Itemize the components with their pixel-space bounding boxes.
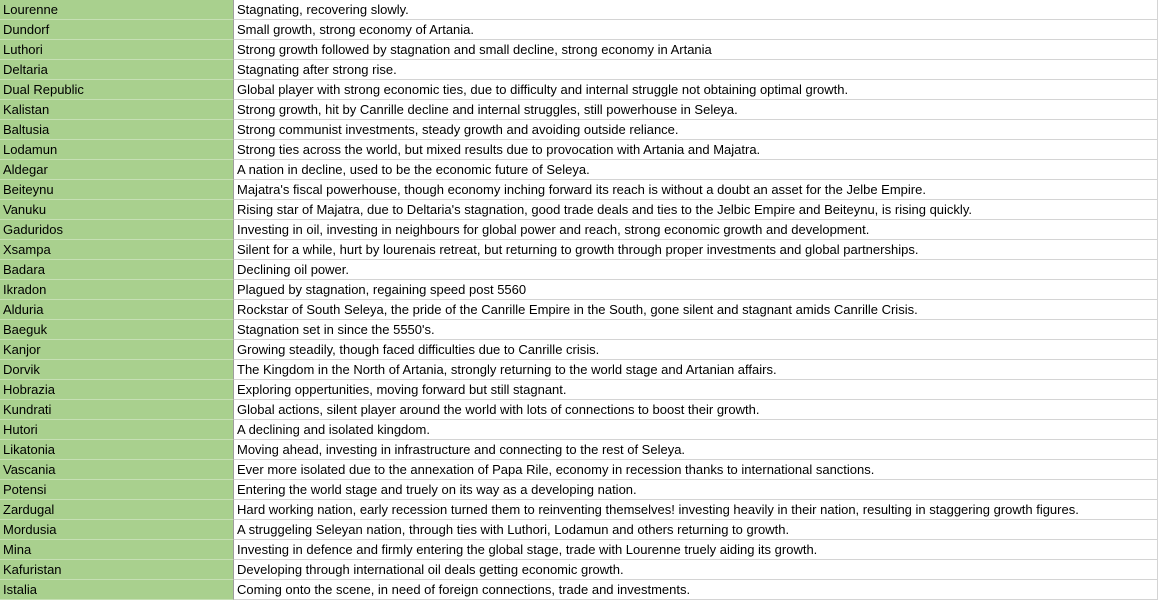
nation-name-cell[interactable]: Dual Republic xyxy=(0,80,234,100)
table-row xyxy=(0,80,1158,100)
economy-description-cell[interactable]: The Kingdom in the North of Artania, strongly returning to the world stage and Artanian affairs. xyxy=(234,360,1158,380)
economy-description-cell[interactable]: Strong ties across the world, but mixed results due to provocation with Artania and Majatra. xyxy=(234,140,1158,160)
economy-description-cell[interactable]: Investing in oil, investing in neighbours for global power and reach, strong economic growth and development. xyxy=(234,220,1158,240)
nation-name-cell[interactable]: Badara xyxy=(0,260,234,280)
nation-name-cell[interactable]: Baltusia xyxy=(0,120,234,140)
economy-description-cell[interactable]: Stagnating after strong rise. xyxy=(234,60,1158,80)
economy-description-cell[interactable]: Global player with strong economic ties, due to difficulty and internal struggle not obtaining optimal growth. xyxy=(234,80,1158,100)
table-row xyxy=(0,220,1158,240)
nation-name-cell[interactable]: Luthori xyxy=(0,40,234,60)
nation-name-cell[interactable]: Kundrati xyxy=(0,400,234,420)
economy-description-cell[interactable]: Strong growth followed by stagnation and small decline, strong economy in Artania xyxy=(234,40,1158,60)
nation-name-cell[interactable]: Hobrazia xyxy=(0,380,234,400)
table-row xyxy=(0,480,1158,500)
table-row xyxy=(0,500,1158,520)
economy-description-cell[interactable]: A struggeling Seleyan nation, through ties with Luthori, Lodamun and others returning to growth. xyxy=(234,520,1158,540)
economy-description-cell[interactable]: Developing through international oil deals getting economic growth. xyxy=(234,560,1158,580)
economy-description-cell[interactable]: Stagnation set in since the 5550's. xyxy=(234,320,1158,340)
economy-description-cell[interactable]: Coming onto the scene, in need of foreign connections, trade and investments. xyxy=(234,580,1158,600)
economy-description-cell[interactable]: Hard working nation, early recession turned them to reinventing themselves! investing heavily in their nation, resulting in staggering growth figures. xyxy=(234,500,1158,520)
economy-description-cell[interactable]: Global actions, silent player around the world with lots of connections to boost their growth. xyxy=(234,400,1158,420)
economy-description-cell[interactable]: Stagnating, recovering slowly. xyxy=(234,0,1158,20)
nation-name-cell[interactable]: Istalia xyxy=(0,580,234,600)
table-row xyxy=(0,100,1158,120)
table-row xyxy=(0,440,1158,460)
table-row xyxy=(0,160,1158,180)
economy-description-cell[interactable]: Small growth, strong economy of Artania. xyxy=(234,20,1158,40)
nation-name-cell[interactable]: Potensi xyxy=(0,480,234,500)
economy-description-cell[interactable]: Plagued by stagnation, regaining speed post 5560 xyxy=(234,280,1158,300)
nation-name-cell[interactable]: Hutori xyxy=(0,420,234,440)
nation-name-cell[interactable]: Mordusia xyxy=(0,520,234,540)
economy-description-cell[interactable]: Rising star of Majatra, due to Deltaria's stagnation, good trade deals and ties to the Jelbic Empire and Beiteynu, is rising quickly. xyxy=(234,200,1158,220)
nation-name-cell[interactable]: Mina xyxy=(0,540,234,560)
economy-description-cell[interactable]: Exploring oppertunities, moving forward but still stagnant. xyxy=(234,380,1158,400)
economy-description-cell[interactable]: Majatra's fiscal powerhouse, though economy inching forward its reach is without a doubt an asset for the Jelbe Empire. xyxy=(234,180,1158,200)
table-row xyxy=(0,420,1158,440)
table-row xyxy=(0,400,1158,420)
economy-description-cell[interactable]: Growing steadily, though faced difficulties due to Canrille crisis. xyxy=(234,340,1158,360)
nation-name-cell[interactable]: Dundorf xyxy=(0,20,234,40)
table-row xyxy=(0,340,1158,360)
nation-name-cell[interactable]: Zardugal xyxy=(0,500,234,520)
table-row xyxy=(0,240,1158,260)
nation-name-cell[interactable]: Kanjor xyxy=(0,340,234,360)
nation-name-cell[interactable]: Alduria xyxy=(0,300,234,320)
table-row xyxy=(0,200,1158,220)
nation-name-cell[interactable]: Gaduridos xyxy=(0,220,234,240)
table-row xyxy=(0,60,1158,80)
table-row xyxy=(0,140,1158,160)
table-row xyxy=(0,120,1158,140)
nation-name-cell[interactable]: Dorvik xyxy=(0,360,234,380)
economy-description-cell[interactable]: Declining oil power. xyxy=(234,260,1158,280)
economy-description-cell[interactable]: Entering the world stage and truely on its way as a developing nation. xyxy=(234,480,1158,500)
nation-name-cell[interactable]: Baeguk xyxy=(0,320,234,340)
table-row xyxy=(0,280,1158,300)
table-row xyxy=(0,320,1158,340)
nation-name-cell[interactable]: Deltaria xyxy=(0,60,234,80)
nation-name-cell[interactable]: Kafuristan xyxy=(0,560,234,580)
table-row xyxy=(0,520,1158,540)
nation-name-cell[interactable]: Vascania xyxy=(0,460,234,480)
table-row xyxy=(0,460,1158,480)
economy-description-cell[interactable]: Silent for a while, hurt by lourenais retreat, but returning to growth through proper investments and global partnerships. xyxy=(234,240,1158,260)
economy-description-cell[interactable]: A nation in decline, used to be the economic future of Seleya. xyxy=(234,160,1158,180)
nation-name-cell[interactable]: Lourenne xyxy=(0,0,234,20)
table-row xyxy=(0,20,1158,40)
economy-description-cell[interactable]: Strong growth, hit by Canrille decline and internal struggles, still powerhouse in Seleya. xyxy=(234,100,1158,120)
table-row xyxy=(0,180,1158,200)
table-row xyxy=(0,300,1158,320)
nation-name-cell[interactable]: Aldegar xyxy=(0,160,234,180)
table-row xyxy=(0,380,1158,400)
table-row xyxy=(0,560,1158,580)
table-row xyxy=(0,540,1158,560)
table-row xyxy=(0,360,1158,380)
economy-description-cell[interactable]: Strong communist investments, steady growth and avoiding outside reliance. xyxy=(234,120,1158,140)
nation-name-cell[interactable]: Beiteynu xyxy=(0,180,234,200)
table-row xyxy=(0,260,1158,280)
nation-name-cell[interactable]: Kalistan xyxy=(0,100,234,120)
table-row xyxy=(0,40,1158,60)
table-row xyxy=(0,0,1158,20)
economy-description-cell[interactable]: Rockstar of South Seleya, the pride of the Canrille Empire in the South, gone silent and stagnant amids Canrille Crisis. xyxy=(234,300,1158,320)
nation-name-cell[interactable]: Vanuku xyxy=(0,200,234,220)
nation-name-cell[interactable]: Ikradon xyxy=(0,280,234,300)
nation-name-cell[interactable]: Lodamun xyxy=(0,140,234,160)
nation-name-cell[interactable]: Likatonia xyxy=(0,440,234,460)
table-row xyxy=(0,580,1158,600)
economy-description-cell[interactable]: Ever more isolated due to the annexation of Papa Rile, economy in recession thanks to international sanctions. xyxy=(234,460,1158,480)
economy-description-cell[interactable]: A declining and isolated kingdom. xyxy=(234,420,1158,440)
nation-name-cell[interactable]: Xsampa xyxy=(0,240,234,260)
economy-description-cell[interactable]: Moving ahead, investing in infrastructure and connecting to the rest of Seleya. xyxy=(234,440,1158,460)
economy-description-cell[interactable]: Investing in defence and firmly entering the global stage, trade with Lourenne truely aiding its growth. xyxy=(234,540,1158,560)
